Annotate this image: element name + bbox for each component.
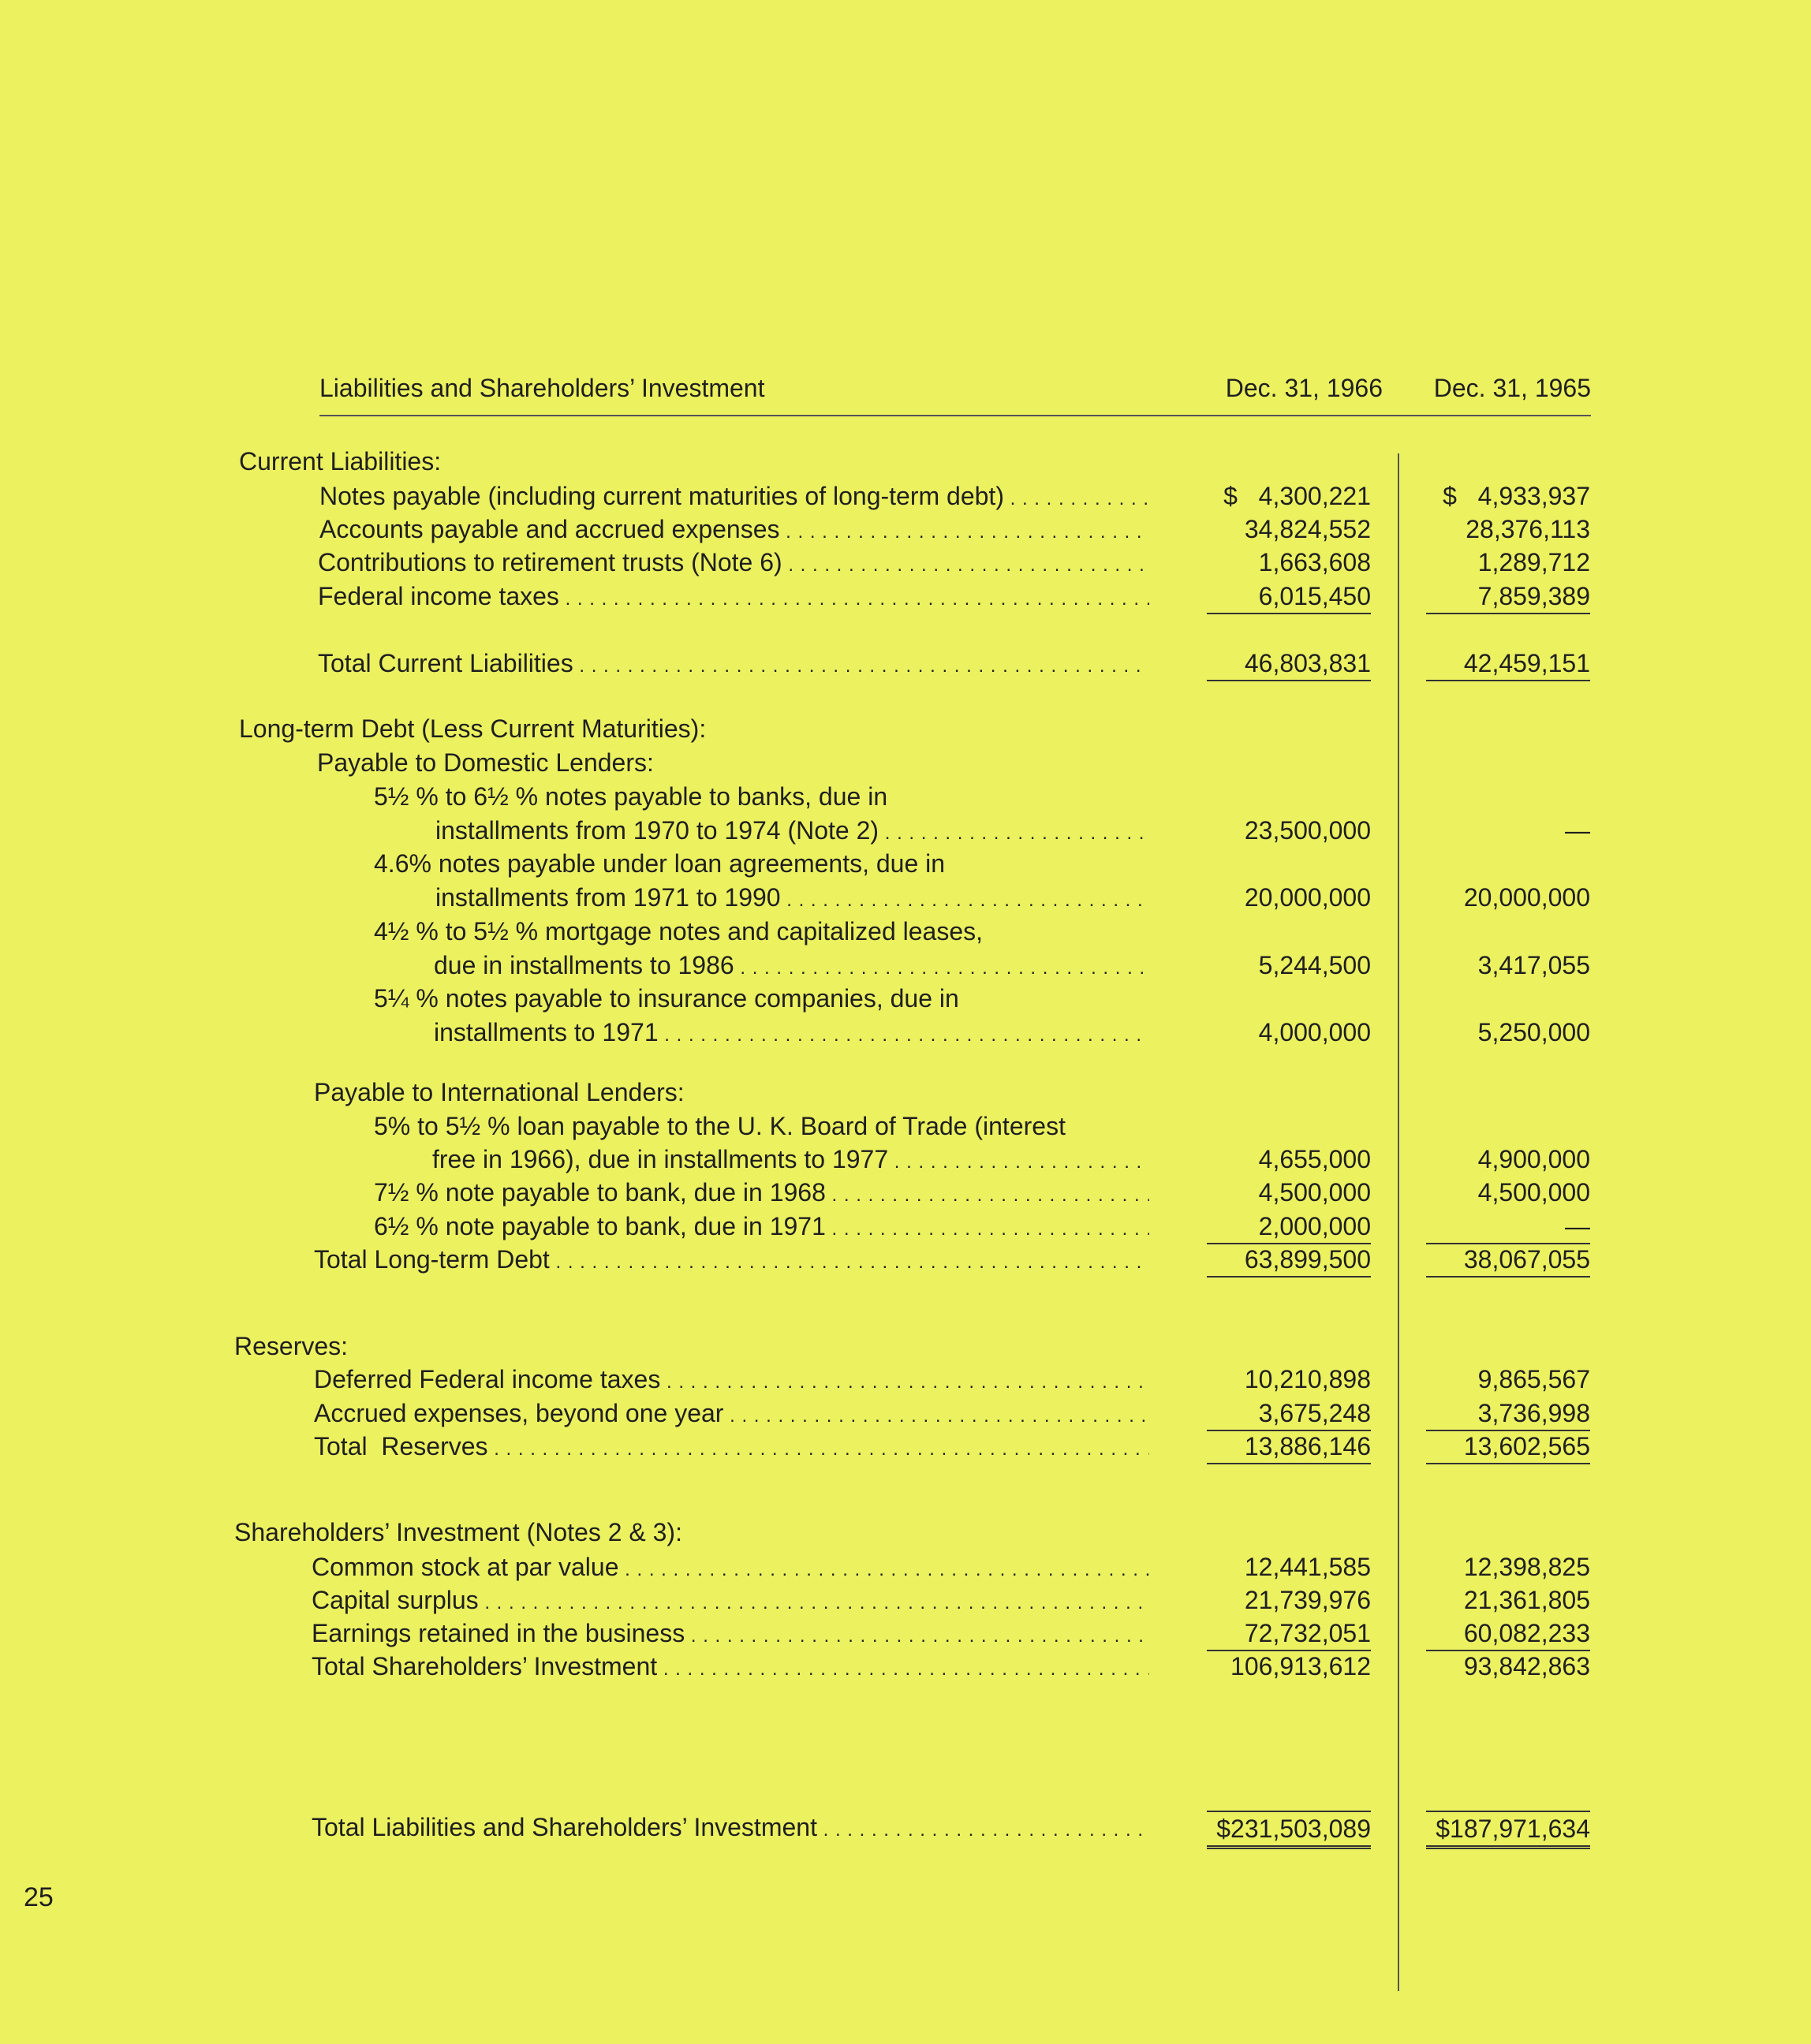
value-1965: 5,250,000 — [1477, 1018, 1590, 1046]
value-1965: 20,000,000 — [1463, 883, 1590, 912]
section-title: Liabilities and Shareholders’ Investment — [319, 374, 765, 402]
value-1965: 42,459,151 — [1426, 647, 1590, 681]
table-row — [0, 1176, 1811, 1209]
value-1966: 106,913,612 — [1230, 1652, 1371, 1680]
value-1966: 12,441,585 — [1244, 1553, 1371, 1581]
value-1966: 63,899,500 — [1207, 1243, 1371, 1278]
value-1965: $187,971,634 — [1426, 1811, 1590, 1849]
value-1965: 1,289,712 — [1477, 548, 1590, 576]
value-1965: 4,900,000 — [1477, 1145, 1590, 1173]
row-label: Total Liabilities and Shareholders’ Investment . . . — [312, 1811, 1149, 1847]
subsection-heading: Payable to International Lenders: — [314, 1078, 685, 1106]
value-1965: — — [1565, 816, 1590, 845]
section-heading: Reserves: — [234, 1332, 349, 1360]
table-row — [0, 1583, 1811, 1617]
section-heading: Long-term Debt (Less Current Maturities): — [239, 714, 707, 743]
table-row — [0, 780, 1811, 813]
table-row — [0, 546, 1811, 579]
row-label: Total Shareholders’ Investment . . . — [312, 1650, 1149, 1686]
value-1965: 3,736,998 — [1426, 1397, 1590, 1431]
table-row — [0, 1617, 1811, 1650]
row-label: free in 1966), due in installments to 1977 . . . — [432, 1143, 1149, 1179]
total-row — [0, 1243, 1811, 1276]
value-1965: 4,500,000 — [1477, 1178, 1590, 1207]
row-label: 4.6% notes payable under loan agreements, due in — [374, 849, 946, 878]
table-header — [319, 374, 1591, 416]
column-header-1966: Dec. 31, 1966 — [1225, 374, 1383, 402]
section-heading-row — [0, 712, 1811, 745]
row-label: Accrued expenses, beyond one year . . . — [314, 1397, 1149, 1433]
row-label: 5% to 5½ % loan payable to the U. K. Board of Trade (interest — [374, 1112, 1066, 1140]
total-row — [0, 1430, 1811, 1463]
value-1966: $231,503,089 — [1207, 1811, 1371, 1849]
value-1966: 4,500,000 — [1258, 1178, 1371, 1207]
table-row — [0, 479, 1811, 513]
row-label: Contributions to retirement trusts (Note 6) . . . — [318, 546, 1149, 582]
value-1965: 93,842,863 — [1463, 1652, 1590, 1680]
subsection-heading-row — [0, 746, 1811, 779]
row-label: Total Long-term Debt . . . — [314, 1243, 1149, 1279]
row-label: Notes payable (including current maturities of long-term debt) . . . — [319, 479, 1149, 516]
value-1966: 2,000,000 — [1207, 1210, 1371, 1244]
value-1965: $ 4,933,937 — [1443, 482, 1590, 510]
value-1966: 23,500,000 — [1244, 816, 1371, 845]
table-row — [0, 1110, 1811, 1143]
table-row — [0, 1016, 1811, 1049]
table-row — [0, 1550, 1811, 1583]
row-label: installments to 1971 . . . — [434, 1016, 1149, 1052]
value-1965: 21,361,805 — [1463, 1586, 1590, 1614]
total-row — [0, 1650, 1811, 1683]
row-label: Total Reserves . . . — [314, 1430, 1149, 1466]
value-1966: 5,244,500 — [1258, 951, 1371, 979]
value-1966: 10,210,898 — [1244, 1365, 1371, 1393]
table-row — [0, 881, 1811, 914]
subsection-heading: Payable to Domestic Lenders: — [317, 748, 654, 777]
value-1965: 60,082,233 — [1426, 1617, 1590, 1651]
value-1966: 3,675,248 — [1207, 1397, 1371, 1431]
table-row — [0, 513, 1811, 546]
value-1965: 28,376,113 — [1466, 515, 1590, 543]
row-label: Deferred Federal income taxes . . . — [314, 1363, 1149, 1399]
row-label: 6½ % note payable to bank, due in 1971 . . . — [374, 1210, 1149, 1246]
value-1966: 20,000,000 — [1244, 883, 1371, 912]
value-1965: 3,417,055 — [1477, 951, 1590, 979]
row-label: Capital surplus . . . — [312, 1583, 1149, 1620]
table-row — [0, 1397, 1811, 1430]
total-row — [0, 647, 1811, 680]
value-1965: 13,602,565 — [1426, 1430, 1590, 1464]
value-1966: 46,803,831 — [1207, 647, 1371, 681]
table-row — [0, 580, 1811, 613]
value-1965: 7,859,389 — [1426, 580, 1590, 614]
table-row — [0, 1143, 1811, 1176]
row-label: 4½ % to 5½ % mortgage notes and capitalized leases, — [374, 917, 984, 946]
table-row — [0, 949, 1811, 982]
row-label: 7½ % note payable to bank, due in 1968 . . . — [374, 1176, 1149, 1212]
section-heading-row — [0, 445, 1811, 478]
row-label: Total Current Liabilities . . . — [318, 647, 1149, 683]
row-label: installments from 1971 to 1990 . . . — [435, 881, 1149, 917]
row-label: Accounts payable and accrued expenses . . . — [319, 513, 1149, 549]
row-label: 5¼ % notes payable to insurance companies, due in — [374, 984, 959, 1013]
grand-total-row — [0, 1811, 1811, 1844]
section-heading-row — [0, 1330, 1811, 1363]
table-row — [0, 915, 1811, 948]
row-label: 5½ % to 6½ % notes payable to banks, due in — [374, 782, 888, 811]
value-1966: 72,732,051 — [1207, 1617, 1371, 1651]
column-header-1965: Dec. 31, 1965 — [1433, 374, 1591, 402]
table-row — [0, 1210, 1811, 1243]
value-1966: 6,015,450 — [1207, 580, 1371, 614]
value-1966: 34,824,552 — [1244, 515, 1371, 543]
value-1965: 38,067,055 — [1426, 1243, 1590, 1278]
section-heading: Shareholders’ Investment (Notes 2 & 3): — [234, 1518, 682, 1546]
row-label: Federal income taxes . . . — [318, 580, 1149, 616]
value-1966: 4,000,000 — [1258, 1018, 1371, 1046]
row-label: installments from 1970 to 1974 (Note 2) . . . — [435, 814, 1149, 850]
section-heading-row — [0, 1516, 1811, 1549]
subsection-heading-row — [0, 1076, 1811, 1109]
value-1966: 1,663,608 — [1258, 548, 1371, 576]
row-label: Common stock at par value . . . — [312, 1550, 1149, 1587]
page-number: 25 — [24, 1882, 54, 1912]
value-1966: 4,655,000 — [1258, 1145, 1371, 1173]
value-1965: — — [1426, 1210, 1590, 1244]
value-1966: 21,739,976 — [1244, 1586, 1371, 1614]
table-row — [0, 982, 1811, 1015]
row-label: Earnings retained in the business . . . — [312, 1617, 1149, 1653]
section-heading: Current Liabilities: — [239, 447, 442, 476]
table-row — [0, 847, 1811, 880]
table-row — [0, 814, 1811, 847]
value-1965: 9,865,567 — [1477, 1365, 1590, 1393]
row-label: due in installments to 1986 . . . — [434, 949, 1149, 985]
value-1966: $ 4,300,221 — [1223, 482, 1371, 510]
table-row — [0, 1363, 1811, 1396]
value-1966: 13,886,146 — [1207, 1430, 1371, 1464]
value-1965: 12,398,825 — [1463, 1553, 1590, 1581]
